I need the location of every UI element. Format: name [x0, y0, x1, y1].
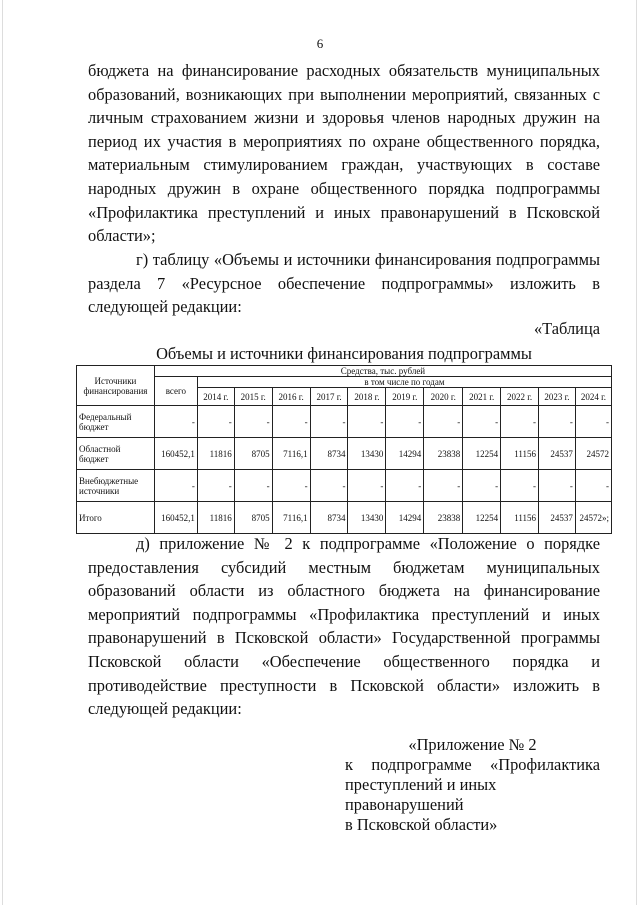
header-year: 2024 г.	[575, 388, 611, 406]
table-row	[77, 502, 612, 534]
table-cell: -	[424, 470, 463, 502]
table-body	[77, 406, 612, 534]
table-cell: -	[348, 406, 386, 438]
financing-table	[76, 365, 612, 534]
header-by-years: в том числе по годам	[197, 377, 611, 388]
table-cell: 8705	[234, 502, 272, 534]
table-cell: 7116,1	[272, 438, 310, 470]
table-cell: -	[197, 406, 234, 438]
header-year: 2016 г.	[272, 388, 310, 406]
row-label: Итого	[77, 502, 155, 534]
paragraph-appendix-intro: д) приложение № 2 к подпрограмме «Положение о порядке предоставления субсидий местным бюджетам муниципальных образований области из областного бюджета на финансирование мероприятий подпрограммы «Профилактика преступлений и иных правонарушений в Псковской области» Государственной программы Псковской области «Обеспечение общественного порядка и противодействие преступности в Псковской области» изложить в следующей редакции:	[88, 534, 600, 719]
appendix-line: «Приложение № 2	[408, 735, 537, 754]
appendix-line: преступлений и иных правонарушений	[345, 775, 497, 814]
appendix-line: в Псковской области»	[345, 815, 498, 834]
table-row	[77, 438, 612, 470]
table-cell: -	[539, 470, 576, 502]
table-cell: 12254	[463, 502, 501, 534]
table-cell: 8734	[310, 502, 348, 534]
paragraph-table-intro: г) таблицу «Объемы и источники финансирования подпрограммы раздела 7 «Ресурсное обеспечение подпрограммы» изложить в следующей редакции:	[88, 250, 600, 317]
table-cell: 160452,1	[154, 502, 197, 534]
table-cell: -	[154, 470, 197, 502]
row-label: Областной бюджет	[77, 438, 155, 470]
table-cell: 23838	[424, 502, 463, 534]
table-cell: 24572	[575, 438, 611, 470]
header-total: всего	[154, 377, 197, 406]
table-cell: 11156	[501, 438, 539, 470]
scan-edge-right	[636, 0, 637, 905]
header-year: 2015 г.	[234, 388, 272, 406]
table-cell: 8734	[310, 438, 348, 470]
table-cell: -	[463, 470, 501, 502]
row-label: Внебюджетные источники	[77, 470, 155, 502]
header-year: 2022 г.	[501, 388, 539, 406]
table-cell: -	[424, 406, 463, 438]
page-number: 6	[316, 36, 324, 51]
table-cell: -	[272, 406, 310, 438]
header-year: 2020 г.	[424, 388, 463, 406]
table-cell: 11816	[197, 502, 234, 534]
table-cell: -	[348, 470, 386, 502]
table-cell: 13430	[348, 438, 386, 470]
table-cell: -	[197, 470, 234, 502]
header-year: 2018 г.	[348, 388, 386, 406]
header-year: 2021 г.	[463, 388, 501, 406]
table-cell: 23838	[424, 438, 463, 470]
table-cell: 12254	[463, 438, 501, 470]
table-row	[77, 470, 612, 502]
header-sources: Источники финансирования	[77, 366, 155, 406]
table-cell: -	[234, 406, 272, 438]
table-cell: 24572»;	[575, 502, 611, 534]
table-cell: -	[575, 406, 611, 438]
table-cell: -	[154, 406, 197, 438]
table-header-row	[77, 366, 612, 377]
header-year: 2023 г.	[539, 388, 576, 406]
table-cell: -	[539, 406, 576, 438]
table-cell: -	[575, 470, 611, 502]
table-cell: -	[310, 406, 348, 438]
table-cell: 24537	[539, 502, 576, 534]
table-title: Объемы и источники финансирования подпрограммы	[156, 344, 532, 363]
table-cell: -	[386, 470, 424, 502]
table-cell: -	[272, 470, 310, 502]
table-cell: -	[501, 406, 539, 438]
table-cell: -	[463, 406, 501, 438]
appendix-line: к подпрограмме «Профилактика	[345, 755, 600, 774]
table-cell: -	[234, 470, 272, 502]
header-year: 2017 г.	[310, 388, 348, 406]
table-cell: 13430	[348, 502, 386, 534]
table-cell: -	[386, 406, 424, 438]
table-cell: 14294	[386, 502, 424, 534]
header-year: 2019 г.	[386, 388, 424, 406]
table-cell: -	[501, 470, 539, 502]
table-cell: 14294	[386, 438, 424, 470]
table-cell: 24537	[539, 438, 576, 470]
table-cell: 8705	[234, 438, 272, 470]
table-cell: 160452,1	[154, 438, 197, 470]
table-cell: 7116,1	[272, 502, 310, 534]
table-cell: 11156	[501, 502, 539, 534]
header-funds: Средства, тыс. рублей	[154, 366, 611, 377]
table-row	[77, 406, 612, 438]
row-label: Федеральный бюджет	[77, 406, 155, 438]
appendix-heading	[345, 735, 600, 835]
table-cell: 11816	[197, 438, 234, 470]
table-caption: «Таблица	[533, 319, 600, 338]
header-year: 2014 г.	[197, 388, 234, 406]
scan-edge-left	[2, 0, 3, 905]
table-header-row	[77, 377, 612, 388]
paragraph-continuation: бюджета на финансирование расходных обязательств муниципальных образований, возникающих при выполнении мероприятий, связанных с личным страхованием жизни и здоровья членов народных дружин на период их участия в мероприятиях по охране общественного порядка, материальным стимулированием граждан, участвующих в составе народных дружин в охране общественного порядка подпрограммы «Профилактика преступлений и иных правонарушений в Псковской области»;	[88, 61, 600, 246]
table-cell: -	[310, 470, 348, 502]
